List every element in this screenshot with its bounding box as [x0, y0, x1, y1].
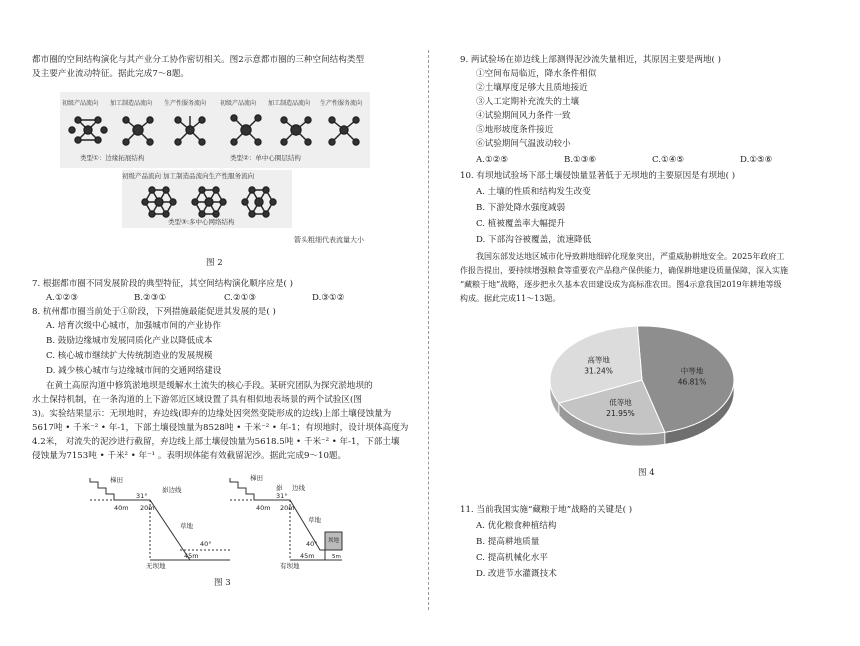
- q9-item-6: ⑥试验期间气温波动较小: [476, 139, 571, 149]
- fig2-legend-5: 加工制造品流向: [268, 100, 311, 107]
- fig3-right-grass: 草地: [308, 516, 321, 524]
- q7-option-b: B.②③①: [134, 293, 167, 303]
- q9-stem: 9. 两试验场在峁边线上部测得泥沙流失量相近，其原因主要是两地( ): [460, 55, 721, 65]
- fig2-legend-3: 生产性服务流向: [164, 100, 207, 107]
- pie-value-0: 46.81%: [677, 377, 707, 387]
- pie-value-1: 21.95%: [606, 408, 635, 418]
- figure-3-caption: 图 3: [214, 578, 231, 588]
- q9-item-5: ⑤地形坡度条件接近: [476, 125, 554, 135]
- fig3-left-45m: 45m: [184, 552, 199, 560]
- figure-3-graphic: [80, 470, 350, 570]
- para3-line-4: 构成。据此完成11～13题。: [460, 294, 561, 303]
- fig3-left-angle-2: 40°: [200, 540, 212, 548]
- para2-line-4: 5617吨 • 千米⁻² • 年-1，下部土壤侵蚀量为8528吨 • 千米⁻² • 年-1；有坝地时，设计坝体高度为: [32, 423, 409, 433]
- q11-option-d: D. 改进节水灌溉技术: [476, 569, 557, 579]
- intro-line-2: 及主要产业流动特征。据此完成7～8题。: [32, 69, 190, 79]
- fig3-right-angle-2: 40°: [306, 540, 318, 548]
- q10-option-c: C. 植被覆盖率大幅提升: [476, 219, 566, 229]
- column-divider: [428, 50, 429, 610]
- right-column: [432, 0, 860, 646]
- para2-line-6: 侵蚀量为7153吨 • 千米² • 年⁻¹ 。表明坝体能有效截留泥沙。据此完成9～10题。: [32, 451, 347, 461]
- q7-option-d: D.③①②: [312, 293, 345, 303]
- fig3-right-5m: 5m: [332, 554, 341, 560]
- figure-2-caption: 图 2: [206, 258, 223, 268]
- q9-option-b: B.①③⑥: [564, 155, 597, 165]
- q11-option-a: A. 优化粮食种植结构: [476, 521, 557, 531]
- fig3-right-angle-1: 31°: [276, 492, 288, 500]
- q7-option-a: A.①②③: [46, 293, 79, 303]
- para2-line-3: 3)。实验结果显示：无坝地时，弃边线(即弃的边缘处因突然变陡形成的边线)上部土壤侵蚀量为: [32, 409, 392, 419]
- fig3-right-damland: 坝地: [328, 538, 340, 544]
- pie-label-2: 高等地: [587, 355, 610, 365]
- fig2-legend-1: 初级产品流向: [62, 100, 99, 107]
- q9-option-a: A.①②⑤: [476, 155, 509, 165]
- q9-item-1: ①空间布局临近，降水条件相似: [476, 69, 597, 79]
- q11-stem: 11. 当前我国实施“藏粮于地”战略的关键是( ): [460, 505, 633, 515]
- pie-label-0: 中等地: [680, 366, 704, 376]
- fig2-legend-6: 生产性服务流向: [320, 100, 363, 107]
- figure-3: [80, 470, 350, 570]
- fig2-type1-label: 类型①：边缘拓展结构: [80, 154, 145, 162]
- q11-option-b: B. 提高耕地质量: [476, 537, 540, 547]
- q9-item-2: ②土壤厚度足够大且质地接近: [476, 83, 588, 93]
- fig3-right-mao: 峁: [276, 484, 283, 492]
- pie-label-1: 低等地: [609, 397, 632, 407]
- figure-4: [542, 318, 742, 458]
- intro-line-1: 都市圈的空间结构演化与其产业分工协作密切相关。图2示意都市圈的三种空间结构类型: [32, 55, 365, 65]
- para2-line-2: 水土保持机制，在一条沟道的上下游邻近区域设置了具有相似地表场景的两个试验区(图: [32, 395, 362, 405]
- q10-option-d: D. 下部沟谷被覆盖，流速降低: [476, 235, 592, 245]
- fig3-right-terrace: 梯田: [250, 474, 263, 482]
- q9-item-4: ④试验期间风力条件一致: [476, 111, 571, 121]
- fig2-legend-4: 初级产品流向: [220, 100, 257, 107]
- fig3-left-terrace: 梯田: [110, 476, 123, 484]
- fig3-right-edgeline: 边线: [292, 484, 305, 492]
- fig3-right-withdam: 有坝地: [280, 562, 300, 570]
- fig2-type2-label: 类型②：单中心圈层结构: [230, 154, 301, 162]
- q8-option-a: A. 培育次级中心城市，加强城市间的产业协作: [46, 321, 221, 331]
- fig3-left-nodam: 无坝地: [146, 562, 166, 570]
- fig2-type3-label: 类型③:多中心网络结构: [168, 218, 235, 226]
- q10-option-a: A. 土壤的性质和结构发生改变: [476, 187, 591, 197]
- q10-stem: 10. 有坝地试验场下部土壤侵蚀量显著低于无坝地的主要原因是有坝地( ): [460, 171, 736, 181]
- q8-option-b: B. 鼓励边缘城市发展同质化产业以降低成本: [46, 336, 213, 346]
- q10-option-b: B. 下游处降水强度减弱: [476, 203, 566, 213]
- left-column: [0, 0, 425, 646]
- fig3-left-angle-1: 31°: [136, 492, 148, 500]
- q8-option-d: D. 减少核心城市与边缘城市间的交通网络建设: [46, 366, 222, 376]
- fig2-legend-row2: 初级产品流向 加工制造品流向生产性服务流向: [122, 172, 255, 180]
- pie-chart: [542, 318, 742, 458]
- fig3-left-grass: 草地: [180, 522, 193, 530]
- q9-option-c: C.①④⑤: [652, 155, 685, 165]
- figure-2: [60, 92, 370, 252]
- para2-line-1: 在黄土高原沟道中修筑淤地坝是缓解水土流失的核心手段。某研究团队为探究淤地坝的: [46, 381, 373, 391]
- pie-value-2: 31.24%: [584, 366, 613, 376]
- fig3-left-20m: 20m: [140, 504, 155, 512]
- fig2-legend-2: 加工制造品流向: [110, 100, 153, 107]
- para3-line-3: “藏粮于地”战略，逐步把永久基本农田建设成为高标准农田。图4示意我国2019年耕地等级: [460, 280, 782, 289]
- fig2-note: 箭头粗细代表流量大小: [294, 236, 364, 244]
- q11-option-c: C. 提高机械化水平: [476, 553, 548, 563]
- fig3-right-20m: 20m: [280, 504, 295, 512]
- para2-line-5: 4.2米， 对流失的泥沙进行截留，弃边线上部土壤侵蚀量为5618.5吨 • 千米⁻² • 年-1，下部土壤: [32, 437, 400, 447]
- para3-line-2: 作报告提出，要持续增强粮食等重要农产品稳产保供能力，确保耕地建设质量保障，深入实施: [460, 266, 788, 275]
- para3-line-1: 我国东部发达地区城市化导致耕地细碎化现象突出，严重威胁耕地安全。2025年政府工: [476, 252, 785, 261]
- figure-2-graphic: [60, 92, 370, 252]
- q9-item-3: ③人工定期补充流失的土壤: [476, 97, 580, 107]
- fig3-left-40m: 40m: [114, 504, 129, 512]
- q7-stem: 7. 根据都市圈不同发展阶段的典型特征，其空间结构演化顺序应是( ): [32, 279, 293, 289]
- fig3-right-40m: 40m: [256, 504, 271, 512]
- figure-4-caption: 图 4: [638, 468, 655, 478]
- q8-option-c: C. 核心城市继续扩大传统制造业的发展规模: [46, 351, 213, 361]
- fig3-left-edgeline: 峁边线: [162, 486, 182, 494]
- q9-option-d: D.①⑤⑥: [740, 155, 773, 165]
- fig3-right-45m: 45m: [300, 552, 315, 560]
- q7-option-c: C.②①③: [224, 293, 257, 303]
- q8-stem: 8. 杭州都市圈当前处于①阶段，下列措施最能促进其发展的是( ): [32, 307, 276, 317]
